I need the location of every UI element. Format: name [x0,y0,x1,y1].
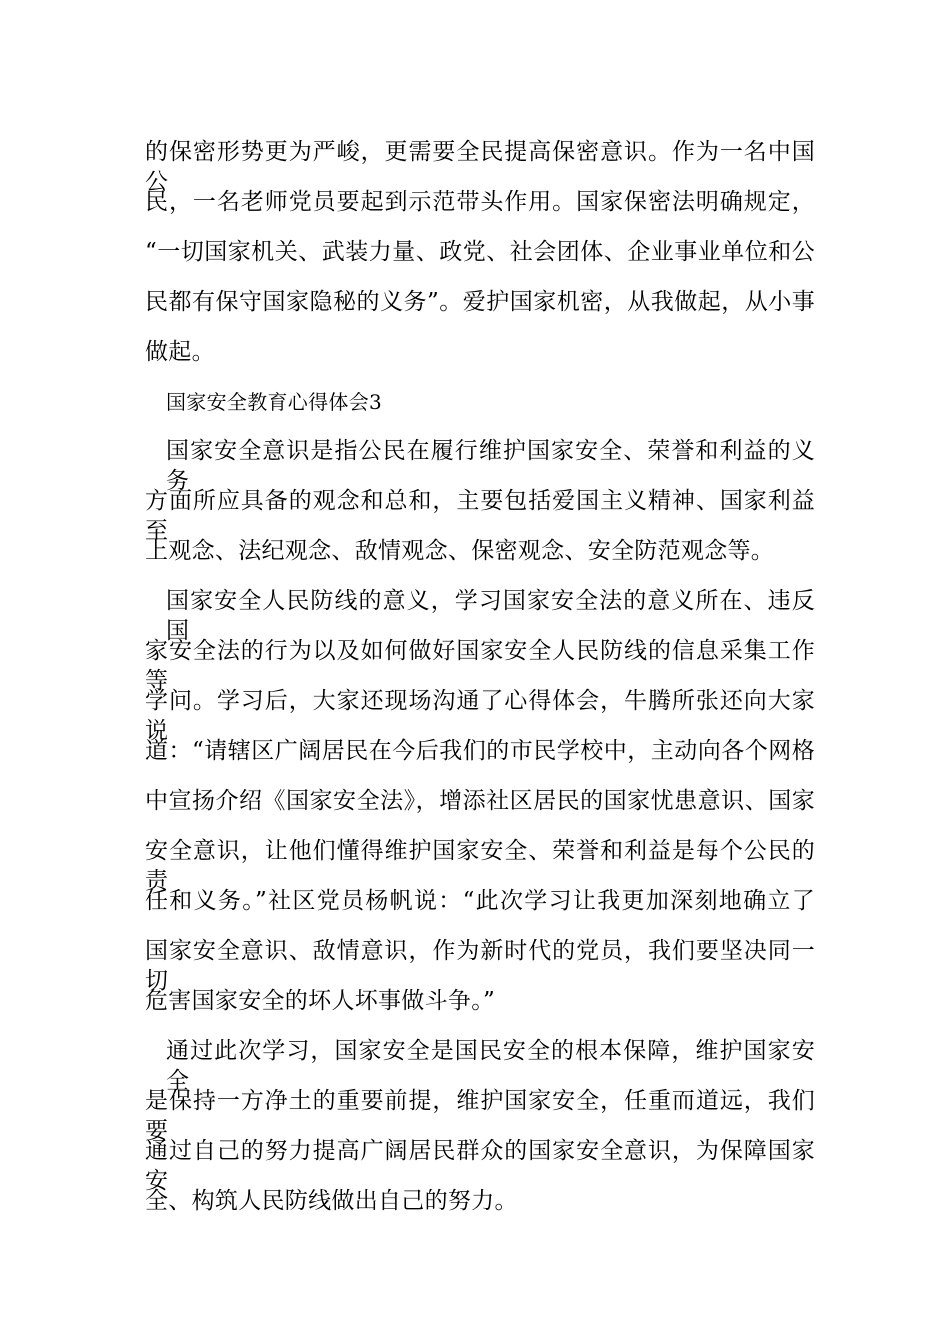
text-line-21: 通过自己的努力提高广阔居民群众的国家安全意识，为保障国家安 [145,1138,815,1194]
text-line-2: 民，一名老师党员要起到示范带头作用。国家保密法明确规定， [145,189,815,215]
text-line-17: 国家安全意识、敌情意识，作为新时代的党员，我们要坚决同一切 [145,938,815,994]
text-line-14: 中宣扬介绍《国家安全法》，增添社区居民的国家忧患意识、国家 [145,788,815,814]
text-line-22: 全、构筑人民防线做出自己的努力。 [145,1188,518,1214]
text-line-16: 任和义务。”社区党员杨帆说：“此次学习让我更加深刻地确立了 [145,888,815,914]
text-line-7: 国家安全意识是指公民在履行维护国家安全、荣誉和利益的义务 [166,438,815,494]
text-line-10: 国家安全人民防线的意义，学习国家安全法的意义所在、违反国 [166,588,815,644]
text-line-15: 安全意识，让他们懂得维护国家安全、荣誉和利益是每个公民的责 [145,838,815,894]
text-line-12: 学问。学习后，大家还现场沟通了心得体会，牛腾所张还向大家说 [145,688,815,744]
text-line-9: 上观念、法纪观念、敌情观念、保密观念、安全防范观念等。 [145,538,775,564]
text-line-19: 通过此次学习，国家安全是国民安全的根本保障，维护国家安全 [166,1038,815,1094]
text-line-11: 家安全法的行为以及如何做好国家安全人民防线的信息采集工作等 [145,638,815,694]
text-line-20: 是保持一方净土的重要前提，维护国家安全，任重而道远，我们要 [145,1088,815,1144]
text-line-3: “一切国家机关、武装力量、政党、社会团体、企业事业单位和公 [145,239,815,265]
text-line-4: 民都有保守国家隐秘的义务”。爱护国家机密，从我做起，从小事 [145,289,815,315]
text-line-13: 道：“请辖区广阔居民在今后我们的市民学校中，主动向各个网格 [145,738,815,764]
text-line-8: 方面所应具备的观念和总和，主要包括爱国主义精神、国家利益至 [145,488,815,544]
section-heading: 国家安全教育心得体会3 [166,390,383,414]
text-line-1: 的保密形势更为严峻，更需要全民提高保密意识。作为一名中国公 [145,139,815,195]
text-line-18: 危害国家安全的坏人坏事做斗争。” [145,988,496,1014]
text-line-5: 做起。 [145,339,215,365]
